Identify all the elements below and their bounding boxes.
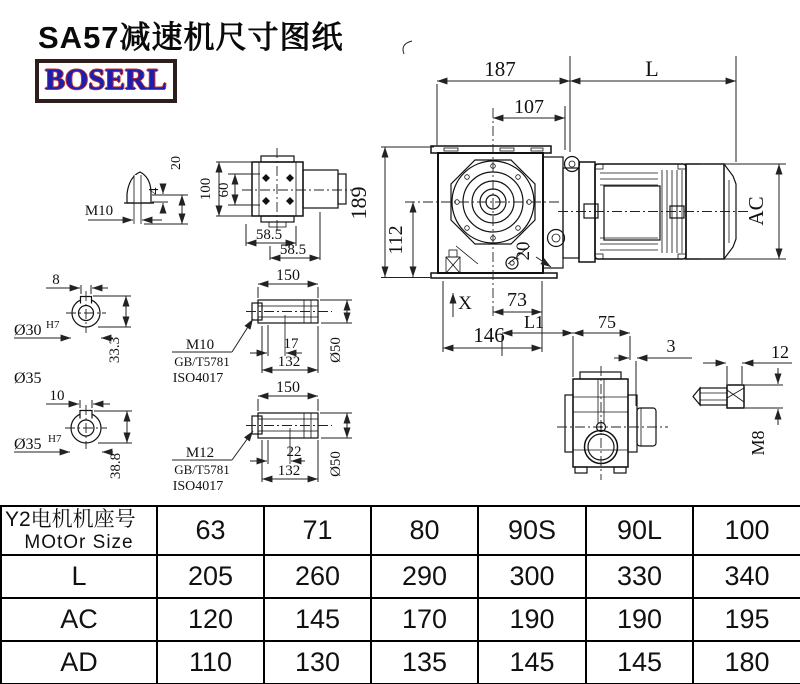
motor-size-table — [0, 505, 800, 684]
cell-AD-80: 135 — [371, 641, 478, 684]
view-rear — [502, 312, 692, 480]
label-view-x: X — [458, 293, 472, 314]
view-shaft-cap — [85, 156, 188, 224]
dim-main-187: 187 — [484, 57, 516, 81]
cell-AC-80: 170 — [371, 598, 478, 641]
label-shafta-iso: ISO4017 — [172, 371, 224, 386]
dim-borea-key: 8 — [52, 272, 60, 288]
row-label-AC: AC — [1, 598, 157, 641]
dim-shaftb-od: Ø50 — [328, 451, 344, 477]
cell-AD-100: 180 — [693, 641, 800, 684]
table-header-cn: Y2电机机座号 — [5, 508, 136, 531]
view-mount-top — [198, 148, 352, 260]
dim-main-AC: AC — [744, 196, 768, 226]
view-bore-b — [14, 388, 132, 479]
dim-borea-dia: Ø30 — [14, 322, 42, 339]
table-header-motor-size — [1, 506, 157, 555]
dim-main-112: 112 — [385, 225, 407, 255]
dim-borea-tol: H7 — [46, 319, 60, 331]
label-borea-od: Ø35 — [14, 370, 42, 387]
leader-hook — [403, 41, 412, 54]
dim-main-107: 107 — [514, 96, 544, 118]
cell-L-90s: 300 — [478, 555, 586, 598]
dim-main-146: 146 — [473, 323, 505, 347]
dim-rear-L1: L1 — [524, 312, 544, 332]
label-shaftb-iso: ISO4017 — [172, 479, 224, 494]
dim-top-60: 60 — [216, 182, 232, 198]
dim-borea-depth: 33.3 — [107, 336, 123, 364]
table-header-row — [1, 506, 800, 555]
dim-shafta-17: 17 — [283, 336, 299, 352]
dim-shafta-132: 132 — [277, 354, 301, 370]
label-shafta-gb: GB/T5781 — [174, 354, 230, 369]
table-col-63: 63 — [157, 506, 264, 555]
cell-AD-71: 130 — [264, 641, 371, 684]
table-header-en: MOtOr Size — [24, 532, 134, 553]
dim-main-20: 20 — [513, 241, 534, 261]
dim-boreb-dia: Ø35 — [14, 436, 42, 453]
dim-top-585a: 58.5 — [255, 227, 283, 243]
cell-L-80: 290 — [371, 555, 478, 598]
view-shaft-b — [172, 379, 352, 494]
dim-shaftb-22: 22 — [286, 444, 302, 460]
cell-L-100: 340 — [693, 555, 800, 598]
cell-AD-90l: 145 — [586, 641, 693, 684]
dim-top-100: 100 — [198, 177, 214, 201]
dim-shaftb-132: 132 — [277, 463, 301, 479]
table-col-90s: 90S — [478, 506, 586, 555]
dim-cap-thread: M10 — [84, 203, 114, 219]
dim-bolt-m8: M8 — [748, 430, 768, 456]
dim-shafta-150: 150 — [276, 267, 300, 284]
brand-logo-text: BOSERL — [45, 63, 167, 96]
row-label-L: L — [1, 555, 157, 598]
dim-top-585b: 58.5 — [279, 242, 307, 258]
cell-AD-63: 110 — [157, 641, 264, 684]
dim-boreb-depth: 38.8 — [108, 452, 124, 480]
view-bolt — [693, 342, 792, 456]
dim-main-L: L — [645, 56, 659, 81]
cell-L-71: 260 — [264, 555, 371, 598]
brand-logo — [35, 59, 177, 103]
dim-shaftb-150: 150 — [276, 379, 300, 396]
cell-AD-90s: 145 — [478, 641, 586, 684]
table-row-AC — [1, 598, 800, 641]
table-row-L — [1, 555, 800, 598]
table-col-71: 71 — [264, 506, 371, 555]
table-row-AD — [1, 641, 800, 684]
cell-L-63: 205 — [157, 555, 264, 598]
cell-AC-90l: 190 — [586, 598, 693, 641]
cell-AC-100: 195 — [693, 598, 800, 641]
cell-L-90l: 330 — [586, 555, 693, 598]
view-shaft-a — [172, 267, 352, 386]
dim-shafta-od: Ø50 — [328, 337, 344, 363]
table-col-80: 80 — [371, 506, 478, 555]
dim-rear-75: 75 — [598, 312, 616, 332]
dim-boreb-tol: H7 — [48, 433, 62, 445]
table-col-100: 100 — [693, 506, 800, 555]
dim-bolt-12: 12 — [771, 342, 789, 362]
dim-main-189: 189 — [346, 186, 371, 220]
dim-shafta-thread: M10 — [185, 337, 215, 353]
dim-boreb-key: 10 — [49, 388, 65, 404]
cell-AC-90s: 190 — [478, 598, 586, 641]
table-col-90l: 90L — [586, 506, 693, 555]
cell-AC-71: 145 — [264, 598, 371, 641]
dim-cap-20: 20 — [169, 156, 184, 170]
page-title: SA57减速机尺寸图纸 — [38, 20, 344, 55]
dim-rear-3: 3 — [666, 336, 676, 356]
dim-shaftb-thread: M12 — [185, 445, 215, 461]
view-bore-a — [14, 272, 131, 387]
dim-cap-4: 4 — [147, 187, 162, 195]
row-label-AD: AD — [1, 641, 157, 684]
view-main-assembly — [346, 56, 786, 352]
label-shaftb-gb: GB/T5781 — [174, 462, 230, 477]
cell-AC-63: 120 — [157, 598, 264, 641]
dim-main-73: 73 — [507, 289, 527, 311]
